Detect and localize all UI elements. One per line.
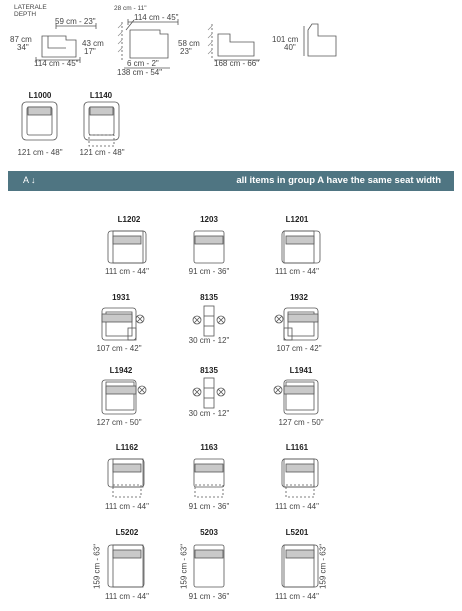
module-dim: 107 cm - 42" <box>96 344 142 353</box>
module-dim: 127 cm - 50" <box>96 418 142 427</box>
module-code: L1942 <box>109 366 133 375</box>
v2-top-dim: 114 cm - 45" <box>134 13 179 22</box>
module-code: 1931 <box>112 293 130 302</box>
module-dim: 111 cm - 44" <box>105 267 149 276</box>
v2-bottom-dim-1: 6 cm - 2" <box>127 59 159 68</box>
armchair-dim: 121 cm - 48" <box>79 148 125 157</box>
module-dim: 30 cm - 12" <box>188 336 230 345</box>
group-a-label: A ↓ <box>23 175 36 185</box>
module-code: 8135 <box>200 293 218 302</box>
v4-left-dim-2: 40" <box>284 43 296 52</box>
module-side-dim: 159 cm - 63" <box>179 543 189 590</box>
v1-top-dim: 59 cm - 23" <box>55 17 96 26</box>
v1-right-dim-1: 43 cm <box>82 39 104 48</box>
module-dim: 111 cm - 44" <box>105 592 149 601</box>
module-code: 8135 <box>200 366 218 375</box>
v1-left-dim-1: 87 cm <box>10 35 32 44</box>
module-dim: 30 cm - 12" <box>188 409 230 418</box>
module-code: L5202 <box>115 528 139 537</box>
module-dim: 91 cm - 36" <box>188 502 230 511</box>
module-code: L1201 <box>285 215 309 224</box>
module-dim: 111 cm - 44" <box>275 502 319 511</box>
v2-right-dim-1: 58 cm <box>178 39 200 48</box>
module-code: L1941 <box>289 366 313 375</box>
module-dim: 91 cm - 36" <box>188 592 230 601</box>
module-code: 1203 <box>200 215 218 224</box>
module-side-dim: 159 cm - 63" <box>318 543 328 590</box>
module-code: 1163 <box>200 443 218 452</box>
module-code: L1161 <box>285 443 309 452</box>
v2-bottom-dim-2: 138 cm - 54" <box>117 68 163 77</box>
v4-left-dim-1: 101 cm <box>272 35 299 44</box>
module-code: 5203 <box>200 528 218 537</box>
group-a-note: all items in group A have the same seat width <box>236 175 441 186</box>
v2-right-dim-2: 23" <box>180 47 192 56</box>
module-code: L5201 <box>285 528 309 537</box>
module-dim: 111 cm - 44" <box>105 502 149 511</box>
module-dim: 127 cm - 50" <box>278 418 324 427</box>
module-side-dim: 159 cm - 63" <box>92 543 102 590</box>
v3-bottom-dim: 168 cm - 66" <box>214 59 260 68</box>
module-dim: 111 cm - 44" <box>275 592 319 601</box>
armchair-code: L1140 <box>89 91 113 100</box>
v2-top-small: 28 cm - 11" <box>114 5 147 12</box>
v1-right-dim-2: 17" <box>84 47 96 56</box>
section-label-depth: DEPTH <box>14 11 37 18</box>
section-label-lateral: LATERALE <box>14 4 47 11</box>
v1-left-dim-2: 34" <box>17 43 29 52</box>
module-dim: 107 cm - 42" <box>276 344 322 353</box>
module-dim: 91 cm - 36" <box>188 267 230 276</box>
module-dim: 111 cm - 44" <box>275 267 319 276</box>
module-code: 1932 <box>290 293 308 302</box>
armchair-code: L1000 <box>28 91 52 100</box>
armchair-dim: 121 cm - 48" <box>17 148 63 157</box>
v1-bottom-dim: 114 cm - 45" <box>34 59 79 68</box>
module-code: L1162 <box>115 443 139 452</box>
module-code: L1202 <box>117 215 141 224</box>
